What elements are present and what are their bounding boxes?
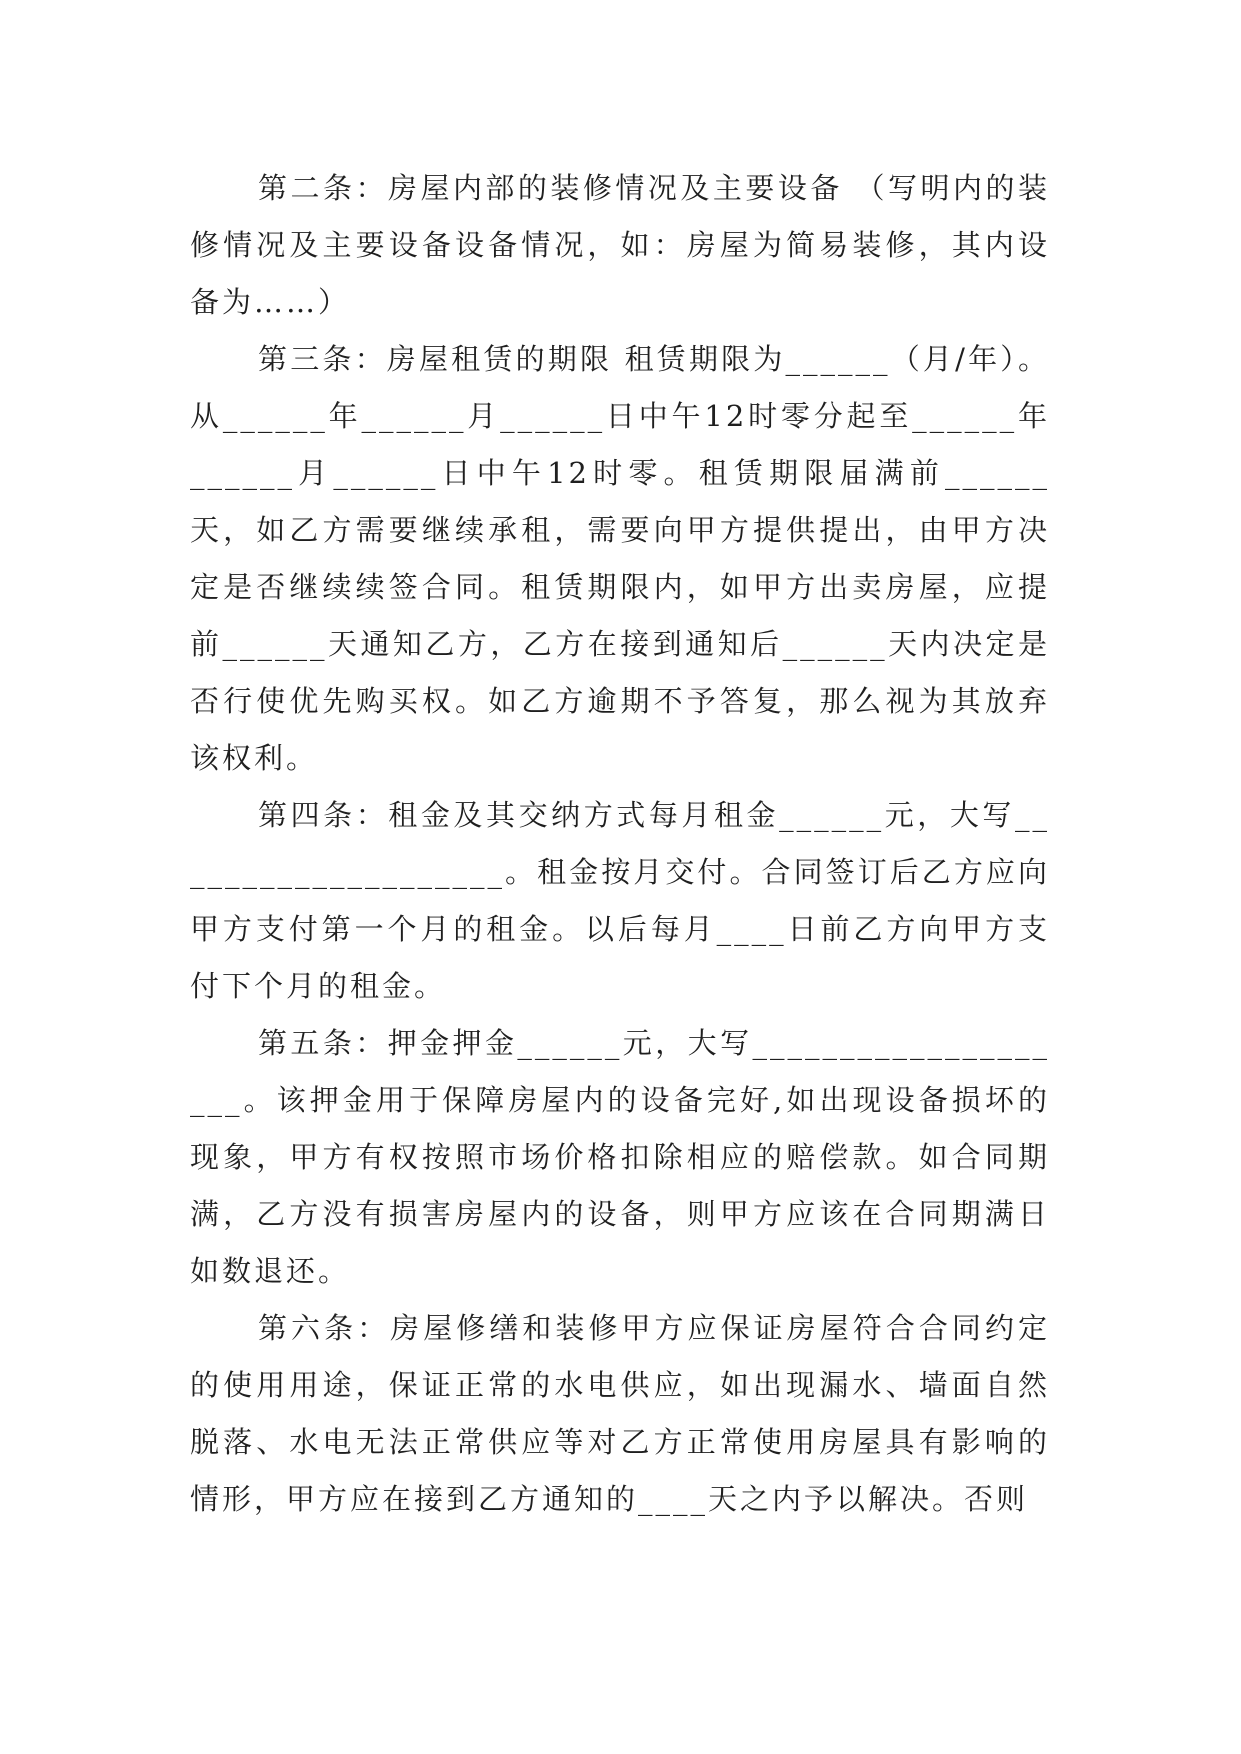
article-3-paragraph: 第三条：房屋租赁的期限 租赁期限为______（月/年）。从______年______月______日中午12时零分起至______年______月______日中午12时零。租赁期限届满前______天，如乙方需要继续承租，需要向甲方提供提出，由甲方决定是否继续续签合同。租赁期限内，如甲方出卖房屋，应提前______天通知乙方，乙方在接到通知后______天内决定是否行使优先购买权。如乙方逾期不予答复，那么视为其放弃该权利。 — [190, 342, 1050, 775]
article-6-paragraph: 第六条：房屋修缮和装修甲方应保证房屋符合合同约定的使用用途，保证正常的水电供应，如出现漏水、墙面自然脱落、水电无法正常供应等对乙方正常使用房屋具有影响的情形，甲方应在接到乙方通知的____天之内予以解决。否则 — [190, 1311, 1050, 1516]
article-2-paragraph: 第二条：房屋内部的装修情况及主要设备 （写明内的装修情况及主要设备设备情况，如：房屋为简易装修，其内设备为……） — [190, 171, 1050, 319]
article-4-paragraph: 第四条：租金及其交纳方式每月租金______元，大写____________________。租金按月交付。合同签订后乙方应向甲方支付第一个月的租金。以后每月____日前乙方向甲方支付下个月的租金。 — [190, 798, 1050, 1003]
article-5-paragraph: 第五条：押金押金______元，大写____________________。该押金用于保障房屋内的设备完好,如出现设备损坏的现象，甲方有权按照市场价格扣除相应的赔偿款。如合同期满，乙方没有损害房屋内的设备，则甲方应该在合同期满日如数退还。 — [190, 1026, 1050, 1288]
document-page — [190, 160, 1050, 1528]
